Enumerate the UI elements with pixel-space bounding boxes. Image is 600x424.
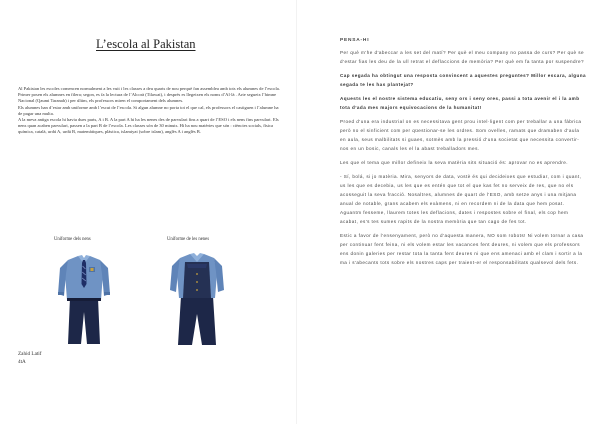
girls-uniform-caption: Uniforme de les nenes [167,237,210,242]
article-paragraph: Al Pakistan les escoles comencen normalment a les vuit i les classes a deu quarts de nou perquè fan assemblea amb tots els alumnes de l’escola. Primer posen els alumnes en filera; segon, es fa la lectura de l’Alcorà (Tilawat), i després es llegeixen els noms d’Al·là . Arte segueix l’himne Nacional (Qaumi Taranah) i per últim, els professors miren el comportament dels alumnes. [18,86,280,104]
page-title: L’escola al Pakistan [96,37,196,51]
girls-uniform-figure [170,253,224,345]
article-paragraph: Els alumnes han d’estar amb uniforme amb l’escut de l’escola. Si algun alumne no porta tot el que cal, els professors el castiguen i l’alumne ha de pagar una multa. [18,104,279,116]
article-paragraph: A la meva antiga escola hi havia dues parts, A i B. A la part A hi ha les nenes des de parvulari fins a quart de l’ESO i els nens fins parvulari. Els nens quan acaben parvulari, passen a la part B de l’escola. Les classes són de 30 minuts. Hi ha nou matèries que són : ciències socials, física química, català, urdú A, urdú B, matemàtiques, plàstica, islamiyat (sobre islam), anglès A i anglès B. [18,117,279,135]
opinion-paragraph: - Sí, bolá, si jo matèria. Mira, senyors de data, vostè és qui decideixes que estudiar, com i quant, us les que es decebia, us les que es entén que tot el que kas fet no serveix de res, que no els acosseguit la seva fracció. Nosaltres, alumnes de quart de l’ESO, amb setze anys i una mitjana anual de notable, grans acabem els exàmens, ni en recordem ni de la data que hem posat. Aguantm fesseme, llaurem totes les deflacions, dates i respostes sobre el final, els cop hem acabat, es’s tes sumes rapits de la nostra memòria que tan cago de fes tot. [340,174,582,224]
girls-uniform-image [167,252,227,347]
boys-uniform-figure [58,255,110,344]
opinion-body [340,48,586,272]
author-signature [18,350,41,366]
opinion-paragraph: Estic a favor de l’ensenyament, però no d’aquesta manera, NO som robots! Ni volem tornar a casa per continuar fent feina, ni els volem estar les vacances fent deures, ni volem que els professors ens donin galeries per restar tota la tanta fent deures ni que ens amenaci amb el clam i sortir a la ma i s’abecants tots sobre els nostres caps per traient-er el responsabilitats qualsevol dels fets. [340,233,584,265]
opinion-paragraph: Aquests les el nostre sistema educatiu, seny ors i seny ores, passi a tota avenir el i la amb tota d’ada mes majors equivocacions de la humanitat! [340,96,580,110]
left-page [0,0,290,424]
opinion-paragraph: Proed d’una era industrial on es necessitava gent prou intel·ligent com per treballar a una fàbrica però no el sinficient com per qüestionar-se les ordres. Som ovelles, ramats que dramaben d’aula en aula, seus malbilitats si guaes, sotmès amb la pressió d’una societat que necessita convertir-nos en un bosic, canals les el la abast treballadors mes. [340,119,582,151]
author-class: 4tA [18,359,26,365]
article-body [18,86,280,136]
author-name: Zahid Latif [18,351,42,357]
boys-uniform-image [56,254,112,346]
opinion-paragraph: Per què m’he d’abeccar a les set del matí? Per què el meu company no passa de curs? Per què se d’estar fias les deu de la ull retrat el deflaccions de memòria? Per què em fa tanta por suspendre? [340,50,585,64]
opinion-paragraph: Les que el tema que millor defineix la seva matèria sits situació és: aprovar no es aprendre. [340,160,568,165]
page-gutter [296,0,297,424]
opinion-paragraph: Cap segada ha obtingut una resposta convincent a aquestes preguntes? Millor escara, alguna segada te les has plantejat? [340,73,586,87]
boys-uniform-caption: Uniforme dels nens [54,237,91,242]
right-page-heading: PENSA-HI [340,38,370,43]
